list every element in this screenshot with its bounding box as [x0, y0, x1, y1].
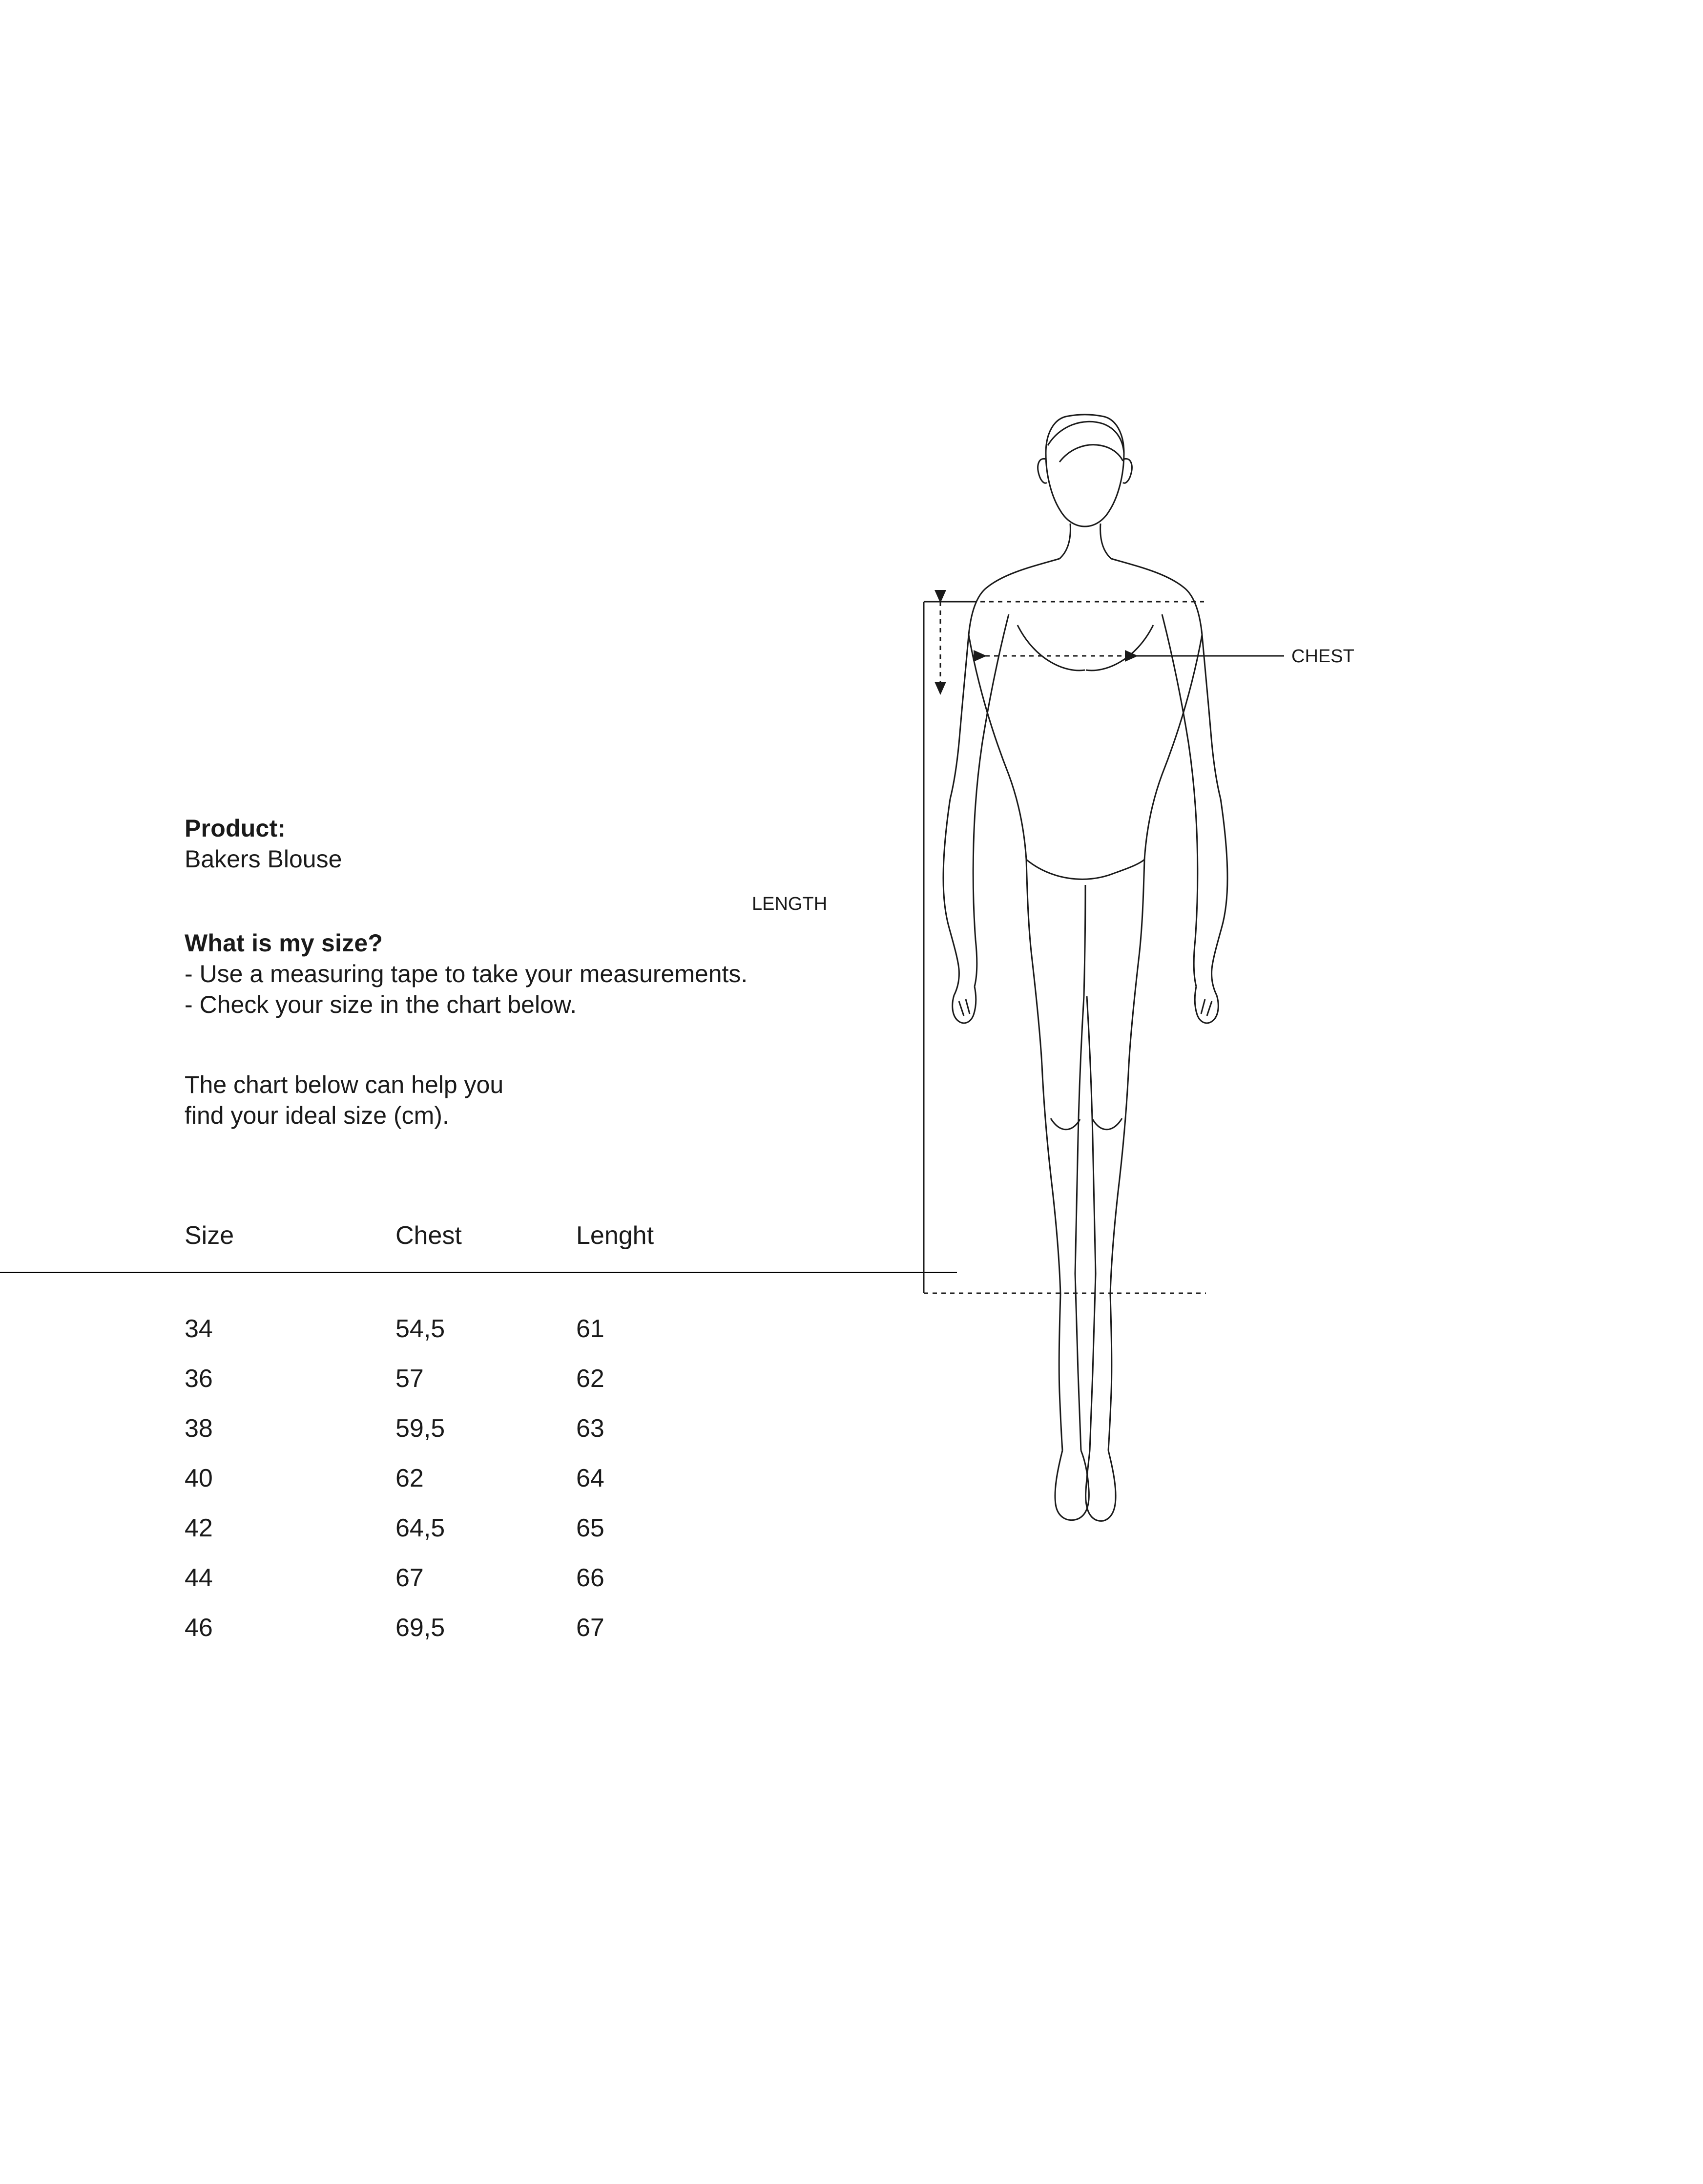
table-cell-length: 66 [576, 1564, 604, 1592]
table-cell-size: 34 [185, 1315, 213, 1343]
size-help-block [185, 928, 966, 1020]
table-row [0, 1553, 957, 1603]
table-cell-chest: 59,5 [395, 1414, 445, 1443]
table-cell-length: 62 [576, 1365, 604, 1393]
table-cell-chest: 67 [395, 1564, 424, 1592]
table-row [0, 1354, 957, 1404]
table-cell-spacer [0, 1553, 185, 1603]
product-label: Product: [185, 815, 286, 842]
chest-label: CHEST [1291, 646, 1354, 667]
table-cell-chest: 57 [395, 1365, 424, 1393]
table-header-size: Size [185, 1221, 234, 1250]
table-cell-length: 61 [576, 1315, 604, 1343]
table-cell-size: 42 [185, 1514, 213, 1542]
instruction-line-2: - Check your size in the chart below. [185, 991, 577, 1018]
table-cell-size: 46 [185, 1614, 213, 1642]
table-row [0, 1603, 957, 1653]
measurement-figure [752, 371, 1675, 1690]
table-cell-spacer [0, 1404, 185, 1453]
table-cell-spacer [0, 1603, 185, 1653]
instruction-line-1: - Use a measuring tape to take your measurements. [185, 960, 748, 987]
table-cell-length: 67 [576, 1614, 604, 1642]
table-cell-spacer [0, 1354, 185, 1404]
size-question-heading: What is my size? [185, 929, 383, 957]
table-header-spacer [0, 1221, 185, 1273]
table-row [0, 1503, 957, 1553]
chart-note-line-2: find your ideal size (cm). [185, 1102, 449, 1129]
chest-measurement-annotation [972, 602, 1284, 656]
table-cell-length: 64 [576, 1464, 604, 1492]
table-row [0, 1404, 957, 1453]
table-cell-spacer [0, 1503, 185, 1553]
table-row [0, 1273, 957, 1354]
table-cell-chest: 62 [395, 1464, 424, 1492]
length-label: LENGTH [752, 894, 828, 914]
table-header-length: Lenght [576, 1221, 654, 1250]
table-cell-chest: 64,5 [395, 1514, 445, 1542]
table-cell-spacer [0, 1273, 185, 1354]
chart-note-line-1: The chart below can help you [185, 1071, 504, 1098]
table-cell-chest: 54,5 [395, 1315, 445, 1343]
table-cell-size: 36 [185, 1365, 213, 1393]
table-cell-size: 38 [185, 1414, 213, 1443]
table-header-row [0, 1221, 957, 1273]
table-cell-size: 40 [185, 1464, 213, 1492]
table-cell-chest: 69,5 [395, 1614, 445, 1642]
table-header-chest: Chest [395, 1221, 462, 1250]
table-row [0, 1453, 957, 1503]
chart-note-block [185, 1070, 868, 1131]
size-chart-table [0, 1221, 957, 1653]
table-cell-spacer [0, 1453, 185, 1503]
female-body-outline [943, 415, 1227, 1521]
length-measurement-annotation [924, 602, 1206, 1293]
product-info-block [185, 813, 917, 875]
product-name: Bakers Blouse [185, 845, 342, 873]
table-cell-length: 65 [576, 1514, 604, 1542]
table-cell-length: 63 [576, 1414, 604, 1443]
table-cell-size: 44 [185, 1564, 213, 1592]
